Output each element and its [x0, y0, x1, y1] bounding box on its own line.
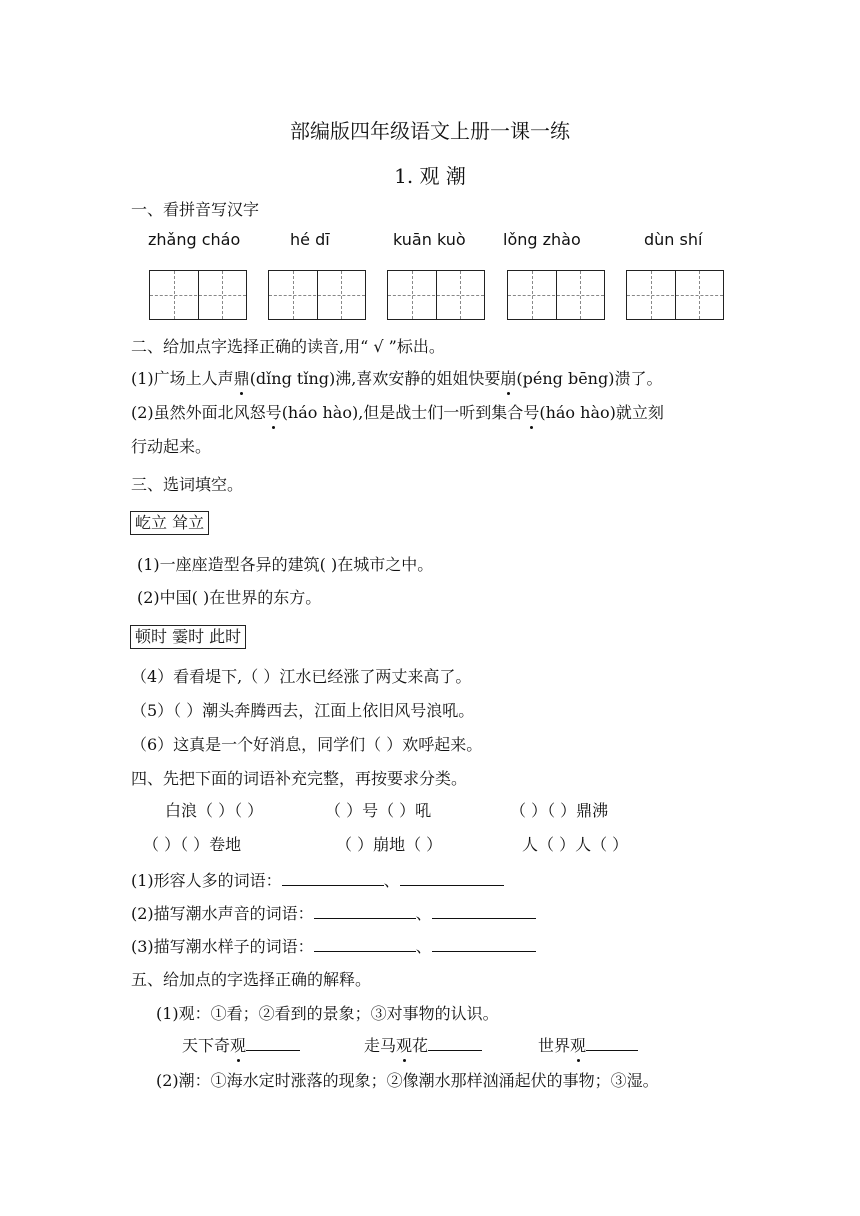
- dotted-char: 观: [396, 1033, 412, 1056]
- s5-word-2: 走马观花: [364, 1033, 482, 1056]
- section-1-heading: 一、看拼音写汉字: [131, 200, 260, 219]
- pinyin-2: hé dī: [290, 230, 330, 249]
- lesson-title: 1. 观 潮: [394, 164, 466, 188]
- idiom-4: （ ）（ ）卷地: [143, 835, 242, 854]
- s3-question-6: （6）这真是一个好消息，同学们（ ）欢呼起来。: [131, 735, 483, 754]
- dotted-char: 号: [523, 400, 539, 423]
- writing-grid-4[interactable]: [507, 270, 605, 320]
- idiom-3: （ ）（ ）鼎沸: [510, 801, 609, 820]
- s2-question-2: (2)虽然外面北风怒号(háo hào),但是战士们一听到集合号(háo hào)就立刻: [131, 400, 664, 423]
- writing-grid-2[interactable]: [268, 270, 366, 320]
- idiom-6: 人（ ）人（ ）: [522, 835, 629, 854]
- s4-question-1: (1)形容人多的词语： 、: [131, 868, 504, 891]
- section-3-heading: 三、选词填空。: [131, 475, 244, 494]
- pinyin-1: zhǎng cháo: [148, 230, 241, 249]
- dotted-char: 鼎: [234, 366, 250, 389]
- pinyin-4: lǒng zhào: [503, 230, 581, 249]
- pinyin-5: dùn shí: [644, 230, 703, 249]
- pinyin-3: kuān kuò: [393, 230, 466, 249]
- page-title: 部编版四年级语文上册一课一练: [290, 119, 570, 143]
- idiom-1: 白浪（ ）（ ）: [165, 801, 264, 820]
- s2-question-2-cont: 行动起来。: [131, 437, 212, 456]
- writing-grid-5[interactable]: [626, 270, 724, 320]
- s4-question-3: (3)描写潮水样子的词语： 、: [131, 934, 536, 957]
- s3-question-4: （4）看看堤下,（ ）江水已经涨了两丈来高了。: [131, 667, 472, 686]
- s3-question-1: (1)一座座造型各异的建筑( )在城市之中。: [137, 555, 434, 574]
- writing-grid-1[interactable]: [149, 270, 247, 320]
- dotted-char: 观: [230, 1033, 246, 1056]
- word-box-1: 屹立 耸立: [130, 510, 209, 533]
- s5-question-2: (2)潮：①海水定时涨落的现象；②像潮水那样汹涌起伏的事物；③湿。: [156, 1071, 659, 1090]
- s3-question-5: （5）（ ）潮头奔腾西去，江面上依旧风号浪吼。: [131, 701, 475, 720]
- s5-question-1: (1)观：①看；②看到的景象；③对事物的认识。: [156, 1004, 499, 1023]
- idiom-2: （ ）号（ ）吼: [325, 801, 432, 820]
- dotted-char: 号: [266, 400, 282, 423]
- idiom-5: （ ）崩地（ ）: [336, 835, 443, 854]
- section-4-heading: 四、先把下面的词语补充完整，再按要求分类。: [131, 769, 468, 788]
- writing-grid-3[interactable]: [387, 270, 485, 320]
- s2-question-1: (1)广场上人声鼎(dǐng tǐng)沸,喜欢安静的姐姐快要崩(péng bēng)溃了。: [131, 366, 662, 389]
- dotted-char: 观: [570, 1033, 586, 1056]
- dotted-char: 崩: [500, 366, 516, 389]
- s5-word-3: 世界观: [538, 1033, 638, 1056]
- section-5-heading: 五、给加点的字选择正确的解释。: [131, 970, 372, 989]
- s5-word-1: 天下奇观: [182, 1033, 300, 1056]
- s3-question-2: (2)中国( )在世界的东方。: [137, 588, 322, 607]
- word-box-2: 顿时 霎时 此时: [130, 624, 246, 647]
- s4-question-2: (2)描写潮水声音的词语： 、: [131, 901, 536, 924]
- section-2-heading: 二、给加点字选择正确的读音,用“ √ ”标出。: [131, 337, 445, 356]
